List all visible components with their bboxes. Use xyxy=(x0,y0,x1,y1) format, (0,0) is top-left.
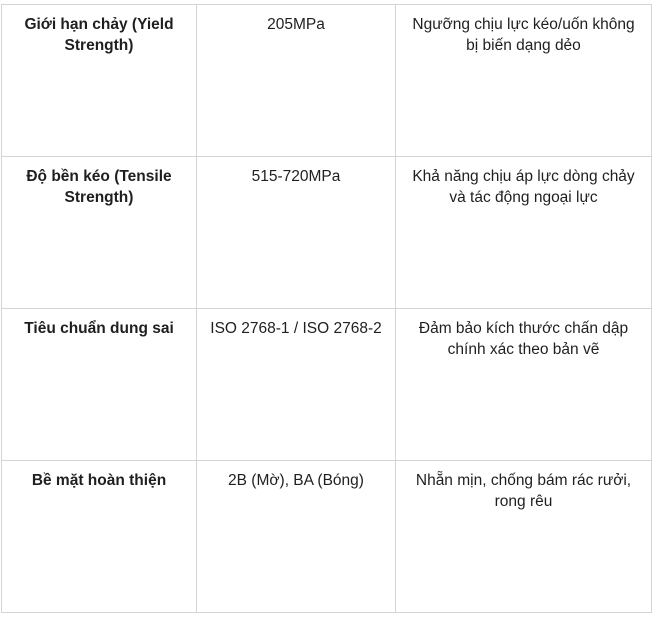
property-cell: Độ bền kéo (Tensile Strength) xyxy=(2,157,197,309)
spec-table xyxy=(1,4,652,613)
description-cell: Khả năng chịu áp lực dòng chảy và tác động ngoại lực xyxy=(396,157,652,309)
description-cell: Ngưỡng chịu lực kéo/uốn không bị biến dạng dẻo xyxy=(396,5,652,157)
value-cell: 515-720MPa xyxy=(197,157,396,309)
description-cell: Đảm bảo kích thước chấn dập chính xác theo bản vẽ xyxy=(396,309,652,461)
value-cell: 205MPa xyxy=(197,5,396,157)
value-cell: ISO 2768-1 / ISO 2768-2 xyxy=(197,309,396,461)
table-row xyxy=(2,309,652,461)
table-row xyxy=(2,157,652,309)
property-cell: Tiêu chuẩn dung sai xyxy=(2,309,197,461)
property-cell: Giới hạn chảy (Yield Strength) xyxy=(2,5,197,157)
value-cell: 2B (Mờ), BA (Bóng) xyxy=(197,461,396,613)
table-row xyxy=(2,461,652,613)
table-row xyxy=(2,5,652,157)
description-cell: Nhẵn mịn, chống bám rác rưởi, rong rêu xyxy=(396,461,652,613)
property-cell: Bề mặt hoàn thiện xyxy=(2,461,197,613)
